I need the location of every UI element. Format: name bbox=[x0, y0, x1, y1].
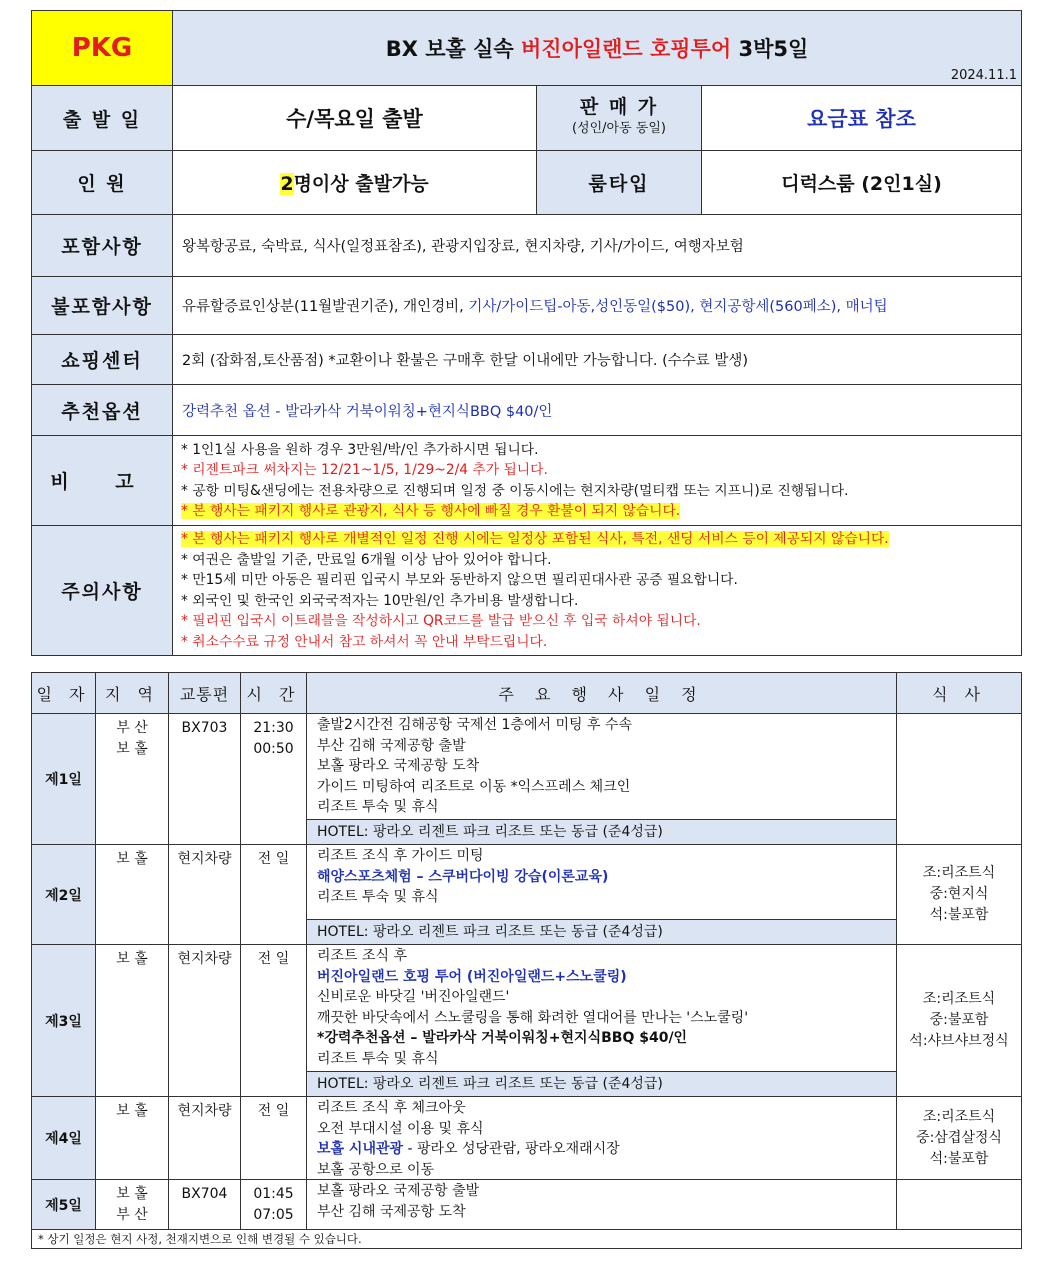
day-meal: 조:리조트식 중:현지식 석:불포함 bbox=[897, 845, 1022, 945]
shopping-value: 2회 (잡화점,토산품점) *교환이나 환불은 구매후 한달 이내에만 가능합니다. (수수료 발생) bbox=[173, 335, 1022, 385]
itinerary-line: 리조트 투숙 및 휴식 bbox=[317, 889, 439, 905]
schedule-row bbox=[32, 1180, 1022, 1230]
note-line: * 여권은 출발일 기준, 만료일 6개월 이상 남아 있어야 합니다. bbox=[181, 551, 552, 568]
day-meal: 조:리조트식 중:불포함 석:샤브샤브정식 bbox=[897, 945, 1022, 1097]
schedule-row bbox=[32, 714, 1022, 845]
col-region: 지 역 bbox=[96, 673, 169, 714]
people-label: 인 원 bbox=[32, 151, 173, 215]
room-value: 디럭스룸 (2인1실) bbox=[702, 151, 1022, 215]
day-time: 전 일 bbox=[241, 1097, 307, 1180]
day-itinerary bbox=[307, 1180, 897, 1230]
itinerary-line: 부산 김해 국제공항 출발 bbox=[317, 737, 466, 754]
day-label: 제4일 bbox=[32, 1097, 96, 1180]
note-line: * 공항 미팅&샌딩에는 전용차량으로 진행되며 일정 중 이동시에는 현지차량(멀티캡 또는 지프니)로 진행됩니다. bbox=[181, 482, 849, 499]
day-transport: BX704 bbox=[169, 1180, 241, 1230]
col-meal: 식 사 bbox=[897, 673, 1022, 714]
day-time: 전 일 bbox=[241, 845, 307, 945]
day-transport: BX703 bbox=[169, 714, 241, 845]
day-region: 보 홀 bbox=[96, 945, 169, 1097]
room-label: 룸타입 bbox=[537, 151, 702, 215]
itinerary-line: 리조트 조식 후 bbox=[317, 948, 408, 964]
schedule-row bbox=[32, 845, 1022, 945]
itinerary-line: 보홀 공항으로 이동 bbox=[317, 1161, 435, 1178]
itinerary-line: 보홀 시내관광 - 팡라오 성당관람, 팡라오재래시장 bbox=[317, 1141, 620, 1157]
day-label: 제1일 bbox=[32, 714, 96, 845]
hotel-info: HOTEL: 팡라오 리젠트 파크 리조트 또는 동급 (준4성급) bbox=[307, 919, 896, 944]
price-label: 판 매 가 (성인/아동 동일) bbox=[537, 86, 702, 151]
itinerary-line: 버진아일랜드 호핑 투어 (버진아일랜드+스노쿨링) bbox=[317, 968, 627, 985]
schedule-row bbox=[32, 945, 1022, 1097]
caution-list bbox=[173, 526, 1022, 656]
itinerary-line: 보홀 팡라오 국제공항 도착 bbox=[317, 758, 480, 774]
itinerary-line: 해양스포츠체험 – 스쿠버다이빙 강습(이론교육) bbox=[317, 868, 609, 885]
caution-label: 주의사항 bbox=[32, 526, 173, 656]
option-value: 강력추천 옵션 - 발라카삭 거북이워칭+현지식BBQ $40/인 bbox=[173, 385, 1022, 436]
day-time: 전 일 bbox=[241, 945, 307, 1097]
price-value: 요금표 참조 bbox=[702, 86, 1022, 151]
hotel-info: HOTEL: 팡라오 리젠트 파크 리조트 또는 동급 (준4성급) bbox=[307, 819, 896, 844]
itinerary-line: 리조트 조식 후 체크아웃 bbox=[317, 1100, 466, 1116]
itinerary-line: 깨끗한 바닷속에서 스노쿨링을 통해 화려한 열대어를 만나는 '스노쿨링' bbox=[317, 1009, 749, 1026]
day-transport: 현지차량 bbox=[169, 1097, 241, 1180]
included-label: 포함사항 bbox=[32, 215, 173, 277]
note-line: * 본 행사는 패키지 행사로 개별적인 일정 진행 시에는 일정상 포함된 식사, 특전, 샌딩 서비스 등이 제공되지 않습니다. bbox=[181, 531, 889, 547]
col-itinerary: 주 요 행 사 일 정 bbox=[307, 673, 897, 714]
day-meal bbox=[897, 1180, 1022, 1230]
itinerary-line: 부산 김해 국제공항 도착 bbox=[317, 1203, 466, 1220]
note-line: * 만15세 미만 아동은 필리핀 입국시 부모와 동반하지 않으면 필리핀대사관 공증 필요합니다. bbox=[181, 572, 738, 588]
note-line: * 외국인 및 한국인 외국국적자는 10만원/인 추가비용 발생합니다. bbox=[181, 592, 579, 609]
itinerary-line: *강력추천옵션 – 발라카삭 거북이워칭+현지식BBQ $40/인 bbox=[317, 1030, 688, 1046]
day-itinerary bbox=[307, 845, 897, 945]
day-meal bbox=[897, 714, 1022, 845]
day-itinerary bbox=[307, 1097, 897, 1180]
shopping-label: 쇼핑센터 bbox=[32, 335, 173, 385]
day-label: 제5일 bbox=[32, 1180, 96, 1230]
day-region: 보 홀 부 산 bbox=[96, 1180, 169, 1230]
itinerary-line: 신비로운 바닷길 '버진아일랜드' bbox=[317, 989, 510, 1005]
day-label: 제3일 bbox=[32, 945, 96, 1097]
day-region: 보 홀 bbox=[96, 845, 169, 945]
excluded-label: 불포함사항 bbox=[32, 277, 173, 335]
day-meal: 조:리조트식 중:삼겹살정식 석:불포함 bbox=[897, 1097, 1022, 1180]
note-line: * 필리핀 입국시 이트래블을 작성하시고 QR코드를 발급 받으신 후 입국 하셔야 됩니다. bbox=[181, 613, 701, 629]
day-time: 21:30 00:50 bbox=[241, 714, 307, 845]
itinerary-line: 가이드 미팅하여 리조트로 이동 *익스프레스 체크인 bbox=[317, 778, 631, 795]
remarks-list bbox=[173, 436, 1022, 526]
schedule-row bbox=[32, 1097, 1022, 1180]
info-table bbox=[31, 10, 1022, 656]
day-itinerary bbox=[307, 714, 897, 845]
remarks-label: 비 고 bbox=[32, 436, 173, 526]
note-line: * 1인1실 사용을 원하 경우 3만원/박/인 추가하시면 됩니다. bbox=[181, 441, 539, 458]
pkg-badge: PKG bbox=[32, 11, 173, 86]
note-line: * 취소수수료 규정 안내서 참고 하셔서 꼭 안내 부탁드립니다. bbox=[181, 633, 548, 650]
itinerary-line: 리조트 조식 후 가이드 미팅 bbox=[317, 848, 484, 864]
itinerary-line: 오전 부대시설 이용 및 휴식 bbox=[317, 1120, 484, 1137]
note-line: * 본 행사는 패키지 행사로 관광지, 식사 등 행사에 빠질 경우 환불이 되지 않습니다. bbox=[181, 503, 681, 519]
note-line: * 리젠트파크 써차지는 12/21~1/5, 1/29~2/4 추가 됩니다. bbox=[181, 462, 548, 478]
included-value: 왕복항공료, 숙박료, 식사(일정표참조), 관광지입장료, 현지차량, 기사/가이드, 여행자보험 bbox=[173, 215, 1022, 277]
itinerary-line: 출발2시간전 김해공항 국제선 1층에서 미팅 후 수속 bbox=[317, 717, 632, 733]
day-transport: 현지차량 bbox=[169, 945, 241, 1097]
hotel-info: HOTEL: 팡라오 리젠트 파크 리조트 또는 동급 (준4성급) bbox=[307, 1071, 896, 1096]
excluded-value: 유류할증료인상분(11월발권기준), 개인경비, 기사/가이드팁-아동,성인동일($50), 현지공항세(560페소), 매너팁 bbox=[173, 277, 1022, 335]
day-label: 제2일 bbox=[32, 845, 96, 945]
day-region: 보 홀 bbox=[96, 1097, 169, 1180]
option-label: 추천옵션 bbox=[32, 385, 173, 436]
itinerary-line: 보홀 팡라오 국제공항 출발 bbox=[317, 1183, 480, 1199]
itinerary-line: 리조트 투숙 및 휴식 bbox=[317, 799, 439, 815]
day-transport: 현지차량 bbox=[169, 845, 241, 945]
people-value: 2명이상 출발가능 bbox=[173, 151, 537, 215]
issue-date: 2024.11.1 bbox=[950, 68, 1017, 83]
col-transport: 교통편 bbox=[169, 673, 241, 714]
col-date: 일 자 bbox=[32, 673, 96, 714]
page-title: BX 보홀 실속 버진아일랜드 호핑투어 3박5일 2024.11.1 bbox=[173, 11, 1022, 86]
day-itinerary bbox=[307, 945, 897, 1097]
day-region: 부 산 보 홀 bbox=[96, 714, 169, 845]
itinerary-line: 리조트 투숙 및 휴식 bbox=[317, 1050, 439, 1067]
departure-value: 수/목요일 출발 bbox=[173, 86, 537, 151]
day-time: 01:45 07:05 bbox=[241, 1180, 307, 1230]
footnote: * 상기 일정은 현지 사정, 천재지변으로 인해 변경될 수 있습니다. bbox=[32, 1230, 1022, 1249]
schedule-table bbox=[31, 672, 1022, 1249]
departure-label: 출 발 일 bbox=[32, 86, 173, 151]
col-time: 시 간 bbox=[241, 673, 307, 714]
